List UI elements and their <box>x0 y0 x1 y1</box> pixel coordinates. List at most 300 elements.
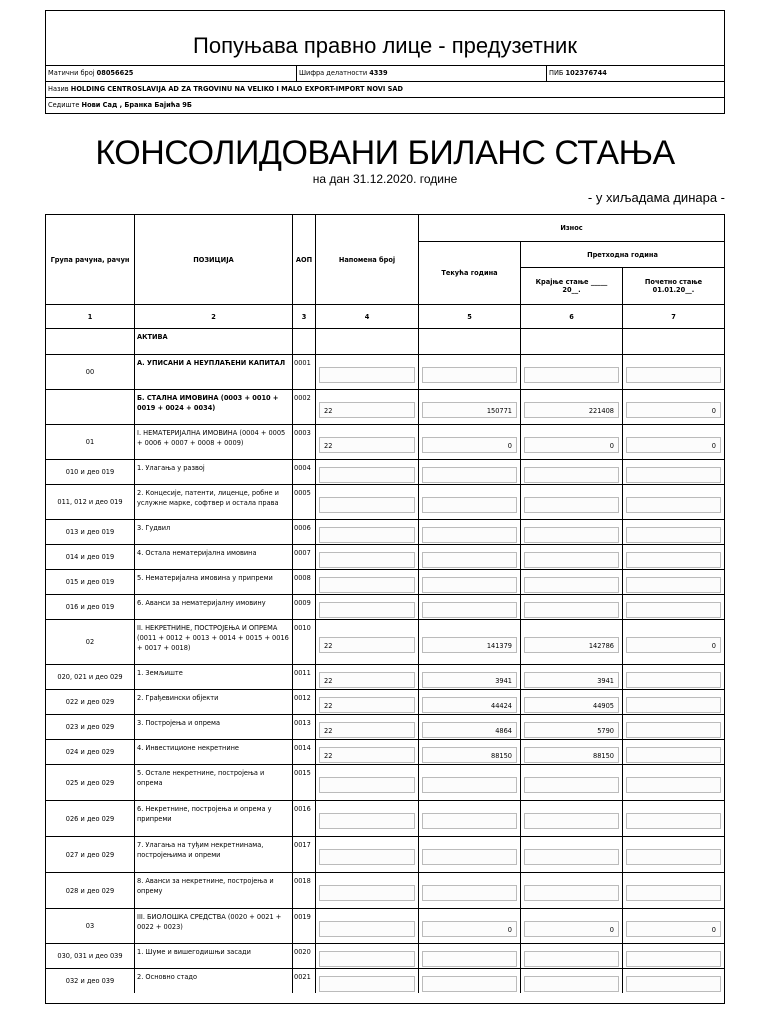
row-pstart-cell <box>622 715 724 739</box>
row-cur-cell <box>418 390 520 424</box>
row-cur-cell <box>418 425 520 459</box>
table-row <box>46 484 724 519</box>
mb-field <box>46 66 296 81</box>
row-note-cell <box>315 620 418 664</box>
row-note-field[interactable] <box>319 813 415 829</box>
table-row <box>46 908 724 943</box>
row-pstart-cell <box>622 801 724 836</box>
row-position-label: АКТИВА <box>134 329 292 354</box>
row-pend-field[interactable] <box>524 552 619 568</box>
row-note-cell <box>315 765 418 800</box>
name-value: HOLDING CENTROSLAVIJA AD ZA TRGOVINU NA VELIKO I MALO EXPORT-IMPORT NOVI SAD <box>70 85 403 93</box>
row-aop-code: 0010 <box>292 620 315 664</box>
row-cur-cell <box>418 545 520 569</box>
col-aop-header: АОП <box>292 215 315 304</box>
table-row <box>46 764 724 800</box>
row-pstart-field[interactable] <box>626 497 721 513</box>
row-pstart-field[interactable] <box>626 976 721 992</box>
row-pstart-cell <box>622 873 724 908</box>
row-pend-field[interactable] <box>524 813 619 829</box>
pib-value: 102376744 <box>565 69 607 77</box>
row-aop-code: 0009 <box>292 595 315 619</box>
row-note-field[interactable] <box>319 497 415 513</box>
row-group-account: 030, 031 и део 039 <box>57 952 123 960</box>
table-row <box>46 519 724 544</box>
row-note-field[interactable] <box>319 577 415 593</box>
row-cur-cell <box>418 329 520 354</box>
col-current-header: Текућа година <box>418 242 520 304</box>
row-cur-field[interactable]: 4864 <box>422 722 517 738</box>
row-position-label: 6. Некретнине, постројења и опрема у припреми <box>134 801 292 836</box>
column-number-4: 4 <box>315 305 418 328</box>
row-note-field[interactable]: 22 <box>319 722 415 738</box>
row-position-label: 5. Остале некретнине, постројења и опрема <box>134 765 292 800</box>
row-note-cell <box>315 944 418 968</box>
row-note-field[interactable]: 22 <box>319 672 415 688</box>
sd-label: Шифра делатности <box>299 69 368 77</box>
row-note-cell <box>315 837 418 872</box>
row-pstart-field[interactable] <box>626 552 721 568</box>
row-group-account: 016 и део 019 <box>65 603 115 611</box>
table-row <box>46 424 724 459</box>
row-aop-code: 0011 <box>292 665 315 689</box>
row-pstart-field[interactable]: 0 <box>626 637 721 653</box>
row-group-account: 027 и део 029 <box>65 850 115 859</box>
row-cur-cell <box>418 873 520 908</box>
row-pend-field[interactable] <box>524 602 619 618</box>
row-pstart-cell <box>622 570 724 594</box>
row-note-field[interactable] <box>319 602 415 618</box>
row-aop-code: 0012 <box>292 690 315 714</box>
row-cur-field[interactable] <box>422 602 517 618</box>
column-number-5: 5 <box>418 305 520 328</box>
col-amount-header: Износ <box>418 215 724 242</box>
row-pstart-field[interactable]: 0 <box>626 437 721 453</box>
row-pstart-cell <box>622 969 724 993</box>
row-group-account: 020, 021 и део 029 <box>57 673 123 681</box>
row-cur-field[interactable] <box>422 577 517 593</box>
row-pstart-cell <box>622 545 724 569</box>
row-note-cell <box>315 690 418 714</box>
table-row <box>46 968 724 993</box>
row-pend-cell <box>520 740 622 764</box>
row-note-cell <box>315 545 418 569</box>
row-cur-cell <box>418 740 520 764</box>
row-group-account: 032 и део 039 <box>65 977 115 985</box>
row-pend-field[interactable] <box>524 367 619 383</box>
row-pend-cell <box>520 390 622 424</box>
row-note-cell <box>315 969 418 993</box>
row-position-label: А. УПИСАНИ А НЕУПЛАЋЕНИ КАПИТАЛ <box>134 355 292 389</box>
row-pstart-field[interactable] <box>626 367 721 383</box>
row-position-label: II. НЕКРЕТНИНЕ, ПОСТРОЈЕЊА И ОПРЕМА (0011 + 0012 + 0013 + 0014 + 0015 + 0016 + 0017 + 0018) <box>134 620 292 664</box>
row-aop-code: 0017 <box>292 837 315 872</box>
column-number-row <box>46 304 724 328</box>
row-aop-code: 0021 <box>292 969 315 993</box>
row-pstart-field[interactable] <box>626 672 721 688</box>
column-number-3: 3 <box>292 305 315 328</box>
row-note-field[interactable] <box>319 527 415 543</box>
col-note-header: Напомена број <box>315 215 418 304</box>
row-note-field[interactable] <box>319 552 415 568</box>
header-row-seat <box>46 98 724 113</box>
row-position-label: 3. Гудвил <box>134 520 292 544</box>
row-pstart-cell <box>622 740 724 764</box>
row-position-label: 1. Земљиште <box>134 665 292 689</box>
row-group-account: 024 и део 029 <box>65 748 115 756</box>
row-pstart-cell <box>622 520 724 544</box>
row-aop-code: 0008 <box>292 570 315 594</box>
seat-label: Седиште <box>48 101 80 109</box>
row-position-label: 2. Грађевински објекти <box>134 690 292 714</box>
row-pstart-cell <box>622 765 724 800</box>
row-note-cell <box>315 665 418 689</box>
row-position-label: 6. Аванси за нематеријалну имовину <box>134 595 292 619</box>
row-cur-field[interactable] <box>422 951 517 967</box>
column-number-2: 2 <box>134 305 292 328</box>
row-pstart-field[interactable] <box>626 577 721 593</box>
form-header-title: Попуњава правно лице - предузетник <box>46 11 724 66</box>
row-aop-code: 0019 <box>292 909 315 943</box>
mb-value: 08056625 <box>96 69 134 77</box>
row-cur-cell <box>418 909 520 943</box>
row-note-cell <box>315 355 418 389</box>
row-position-label: 2. Основно стадо <box>134 969 292 993</box>
row-aop-code: 0014 <box>292 740 315 764</box>
row-pstart-cell <box>622 909 724 943</box>
row-note-field[interactable]: 22 <box>319 747 415 763</box>
row-position-label: 8. Аванси за некретнине, постројења и опрему <box>134 873 292 908</box>
column-number-1: 1 <box>87 312 93 321</box>
row-pstart-cell <box>622 390 724 424</box>
row-group-account: 02 <box>85 638 95 646</box>
row-note-field[interactable]: 22 <box>319 402 415 418</box>
row-cur-cell <box>418 620 520 664</box>
row-note-cell <box>315 329 418 354</box>
row-group-account: 013 и део 019 <box>65 528 115 536</box>
row-pend-field[interactable]: 221408 <box>524 402 619 418</box>
row-note-field[interactable] <box>319 951 415 967</box>
row-cur-field[interactable]: 150771 <box>422 402 517 418</box>
row-group-account: 03 <box>85 922 95 930</box>
row-pend-field[interactable] <box>524 976 619 992</box>
row-pstart-cell <box>622 485 724 519</box>
row-pstart-cell <box>622 620 724 664</box>
row-cur-cell <box>418 570 520 594</box>
form-header <box>45 10 725 114</box>
row-position-label: 1. Шуме и вишегодишњи засади <box>134 944 292 968</box>
row-pstart-field[interactable] <box>626 467 721 483</box>
row-position-label: I. НЕМАТЕРИЈАЛНА ИМОВИНА (0004 + 0005 + 0006 + 0007 + 0008 + 0009) <box>134 425 292 459</box>
pib-label: ПИБ <box>549 69 564 77</box>
row-position-label: 1. Улагања у развој <box>134 460 292 484</box>
row-cur-cell <box>418 665 520 689</box>
row-cur-field[interactable] <box>422 467 517 483</box>
row-pend-cell <box>520 460 622 484</box>
row-pend-field[interactable]: 88150 <box>524 747 619 763</box>
col-position-header: ПОЗИЦИЈА <box>134 215 292 304</box>
table-row <box>46 943 724 968</box>
row-note-cell <box>315 390 418 424</box>
row-aop-code: 0005 <box>292 485 315 519</box>
row-position-label: 4. Остала нематеријална имовина <box>134 545 292 569</box>
row-pstart-cell <box>622 690 724 714</box>
row-group-account: 011, 012 и део 019 <box>57 498 123 506</box>
header-row-name <box>46 82 724 98</box>
row-group-account: 00 <box>85 368 95 376</box>
row-pstart-field[interactable] <box>626 813 721 829</box>
row-pstart-cell <box>622 460 724 484</box>
row-pend-field[interactable] <box>524 577 619 593</box>
document-date: на дан 31.12.2020. године <box>312 172 458 186</box>
row-note-cell <box>315 485 418 519</box>
row-aop-code: 0003 <box>292 425 315 459</box>
row-group-account <box>46 390 134 424</box>
header-row-ids <box>46 66 724 82</box>
row-position-label: 4. Инвестиционе некретнине <box>134 740 292 764</box>
row-cur-field[interactable] <box>422 552 517 568</box>
row-pstart-field[interactable] <box>626 885 721 901</box>
row-pend-cell <box>520 595 622 619</box>
row-cur-cell <box>418 355 520 389</box>
balance-sheet-table <box>45 214 725 1004</box>
row-aop-code: 0020 <box>292 944 315 968</box>
row-cur-cell <box>418 801 520 836</box>
row-note-field[interactable] <box>319 976 415 992</box>
row-pend-cell <box>520 570 622 594</box>
name-label: Назив <box>48 85 69 93</box>
row-pend-field[interactable]: 5790 <box>524 722 619 738</box>
row-cur-cell <box>418 765 520 800</box>
row-note-field[interactable] <box>319 467 415 483</box>
row-cur-field[interactable]: 3941 <box>422 672 517 688</box>
row-cur-cell <box>418 837 520 872</box>
row-pend-cell <box>520 909 622 943</box>
table-row <box>46 569 724 594</box>
row-group-account: 022 и део 029 <box>65 698 115 706</box>
row-pend-cell <box>520 801 622 836</box>
col-prev-start-header: Почетно стање 01.01.20__. <box>622 268 724 304</box>
column-number-6: 6 <box>520 305 622 328</box>
row-cur-field[interactable] <box>422 527 517 543</box>
row-note-cell <box>315 909 418 943</box>
row-pend-cell <box>520 520 622 544</box>
row-pstart-cell <box>622 665 724 689</box>
row-note-cell <box>315 740 418 764</box>
row-note-cell <box>315 520 418 544</box>
row-cur-field[interactable] <box>422 497 517 513</box>
row-aop-code: 0013 <box>292 715 315 739</box>
row-pend-cell <box>520 690 622 714</box>
row-pstart-cell <box>622 329 724 354</box>
row-cur-cell <box>418 969 520 993</box>
row-cur-field[interactable] <box>422 885 517 901</box>
table-row <box>46 689 724 714</box>
table-row <box>46 872 724 908</box>
row-pend-field[interactable] <box>524 885 619 901</box>
row-position-label: 5. Нематеријална имовина у припреми <box>134 570 292 594</box>
row-aop-code: 0001 <box>292 355 315 389</box>
row-pend-cell <box>520 329 622 354</box>
table-row <box>46 544 724 569</box>
row-pstart-field[interactable] <box>626 722 721 738</box>
row-pend-cell <box>520 545 622 569</box>
row-cur-field[interactable]: 0 <box>422 921 517 937</box>
row-pend-cell <box>520 665 622 689</box>
row-aop-code: 0002 <box>292 390 315 424</box>
row-group-account: 014 и део 019 <box>65 553 115 561</box>
row-group-account <box>46 329 134 354</box>
row-cur-field[interactable]: 141379 <box>422 637 517 653</box>
row-cur-field[interactable]: 88150 <box>422 747 517 763</box>
row-pend-field[interactable] <box>524 849 619 865</box>
row-pstart-field[interactable] <box>626 849 721 865</box>
table-row <box>46 354 724 389</box>
row-pend-cell <box>520 873 622 908</box>
row-note-cell <box>315 873 418 908</box>
row-note-field[interactable] <box>319 367 415 383</box>
row-pend-cell <box>520 715 622 739</box>
table-row <box>46 459 724 484</box>
column-number-7: 7 <box>622 305 724 328</box>
row-pstart-field[interactable]: 0 <box>626 921 721 937</box>
row-pstart-cell <box>622 595 724 619</box>
col-previous-header: Претходна година <box>520 242 724 268</box>
row-position-label: 3. Постројења и опрема <box>134 715 292 739</box>
mb-label: Матични број <box>48 69 95 77</box>
row-aop-code: 0018 <box>292 873 315 908</box>
row-pstart-field[interactable] <box>626 951 721 967</box>
row-aop-code <box>292 329 315 354</box>
row-pend-field[interactable] <box>524 527 619 543</box>
row-pstart-field[interactable] <box>626 527 721 543</box>
row-position-label: 7. Улагања на туђим некретнинама, постројењима и опреми <box>134 837 292 872</box>
row-cur-field[interactable] <box>422 367 517 383</box>
row-pstart-cell <box>622 425 724 459</box>
row-note-field[interactable] <box>319 921 415 937</box>
table-row <box>46 619 724 664</box>
row-note-cell <box>315 715 418 739</box>
row-note-field[interactable]: 22 <box>319 437 415 453</box>
row-note-field[interactable] <box>319 777 415 793</box>
row-cur-cell <box>418 595 520 619</box>
row-group-account: 025 и део 029 <box>65 778 115 787</box>
row-group-account: 015 и део 019 <box>65 578 115 586</box>
row-cur-field[interactable] <box>422 849 517 865</box>
row-aop-code: 0016 <box>292 801 315 836</box>
row-cur-field[interactable] <box>422 813 517 829</box>
row-group-account: 026 и део 029 <box>65 814 115 823</box>
row-note-cell <box>315 801 418 836</box>
row-pstart-cell <box>622 837 724 872</box>
row-pend-field[interactable]: 3941 <box>524 672 619 688</box>
row-aop-code: 0007 <box>292 545 315 569</box>
row-pend-cell <box>520 425 622 459</box>
row-position-label: Б. СТАЛНА ИМОВИНА (0003 + 0010 + 0019 + 0024 + 0034) <box>134 390 292 424</box>
row-note-cell <box>315 570 418 594</box>
row-group-account: 023 и део 029 <box>65 723 115 731</box>
col-group-header: Група рачуна, рачун <box>50 255 130 264</box>
row-aop-code: 0015 <box>292 765 315 800</box>
row-pend-field[interactable] <box>524 467 619 483</box>
table-header <box>46 215 724 328</box>
row-note-cell <box>315 425 418 459</box>
pib-field <box>546 66 724 81</box>
row-group-account: 01 <box>85 438 95 446</box>
table-row <box>46 800 724 836</box>
table-row <box>46 739 724 764</box>
row-cur-field[interactable]: 0 <box>422 437 517 453</box>
row-pend-cell <box>520 969 622 993</box>
row-pstart-field[interactable] <box>626 747 721 763</box>
row-aop-code: 0006 <box>292 520 315 544</box>
row-pend-cell <box>520 355 622 389</box>
row-cur-field[interactable] <box>422 976 517 992</box>
row-aop-code: 0004 <box>292 460 315 484</box>
seat-value: Нови Сад , Бранка Бајића 9Б <box>81 101 192 109</box>
row-pend-field[interactable] <box>524 951 619 967</box>
row-pstart-field[interactable] <box>626 697 721 713</box>
row-pend-field[interactable]: 0 <box>524 437 619 453</box>
table-row <box>46 714 724 739</box>
table-row <box>46 328 724 354</box>
row-pend-cell <box>520 765 622 800</box>
row-cur-cell <box>418 460 520 484</box>
row-cur-cell <box>418 520 520 544</box>
row-position-label: 2. Концесије, патенти, лиценце, робне и услужне марке, софтвер и остала права <box>134 485 292 519</box>
row-note-field[interactable]: 22 <box>319 697 415 713</box>
units-note: - у хиљадама динара - <box>587 190 725 205</box>
table-row <box>46 836 724 872</box>
row-cur-field[interactable] <box>422 777 517 793</box>
row-pstart-cell <box>622 944 724 968</box>
row-cur-cell <box>418 715 520 739</box>
row-cur-cell <box>418 690 520 714</box>
row-pend-field[interactable] <box>524 777 619 793</box>
table-row <box>46 664 724 689</box>
row-pend-field[interactable] <box>524 497 619 513</box>
row-cur-cell <box>418 485 520 519</box>
sd-value: 4339 <box>369 69 388 77</box>
row-pend-cell <box>520 837 622 872</box>
row-note-field[interactable] <box>319 885 415 901</box>
row-pend-cell <box>520 485 622 519</box>
row-position-label: III. БИОЛОШКА СРЕДСТВА (0020 + 0021 + 0022 + 0023) <box>134 909 292 943</box>
row-pend-cell <box>520 620 622 664</box>
row-pstart-field[interactable] <box>626 777 721 793</box>
sd-field <box>296 66 546 81</box>
row-cur-field[interactable]: 44424 <box>422 697 517 713</box>
col-prev-end-header: Крајње стање _____ 20__. <box>520 268 622 304</box>
row-pend-cell <box>520 944 622 968</box>
row-pstart-cell <box>622 355 724 389</box>
row-cur-cell <box>418 944 520 968</box>
table-row <box>46 594 724 619</box>
document-title: КОНСОЛИДОВАНИ БИЛАНС СТАЊА <box>95 134 675 172</box>
row-group-account: 010 и део 019 <box>65 468 115 476</box>
row-group-account: 028 и део 029 <box>65 886 115 895</box>
row-pend-field[interactable]: 44905 <box>524 697 619 713</box>
row-note-cell <box>315 595 418 619</box>
row-pstart-field[interactable] <box>626 602 721 618</box>
row-note-field[interactable] <box>319 849 415 865</box>
row-note-field[interactable]: 22 <box>319 637 415 653</box>
table-row <box>46 389 724 424</box>
row-note-cell <box>315 460 418 484</box>
row-pstart-field[interactable]: 0 <box>626 402 721 418</box>
row-pend-field[interactable]: 142786 <box>524 637 619 653</box>
row-pend-field[interactable]: 0 <box>524 921 619 937</box>
